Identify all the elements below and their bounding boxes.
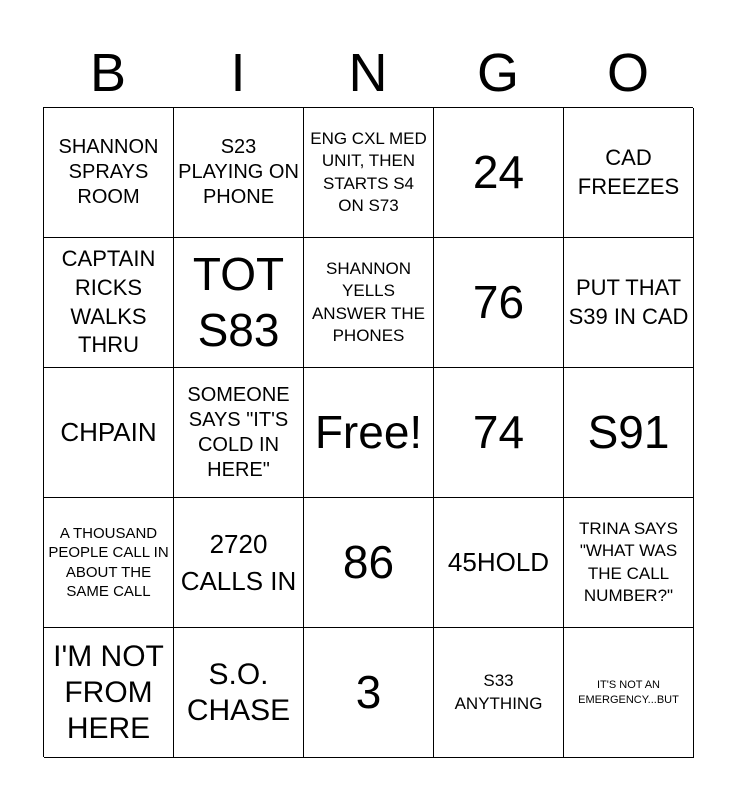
bingo-header (43, 38, 693, 108)
bingo-cell-r4-c3[interactable]: 86 (304, 498, 434, 628)
bingo-cell-r2-c1[interactable]: CAPTAIN RICKS WALKS THRU (44, 238, 174, 368)
header-letter-g: G (476, 43, 519, 103)
bingo-cell-free[interactable]: Free! (304, 368, 434, 498)
bingo-cell-r2-c4[interactable]: 76 (434, 238, 564, 368)
bingo-cell-r5-c4[interactable]: S33 ANYTHING (434, 628, 564, 758)
header-letter-b: B (89, 43, 127, 103)
bingo-cell-r5-c5[interactable]: IT'S NOT AN EMERGENCY...BUT (564, 628, 694, 758)
bingo-cell-r1-c5[interactable]: CAD FREEZES (564, 108, 694, 238)
bingo-cell-r1-c2[interactable]: S23 PLAYING ON PHONE (174, 108, 304, 238)
bingo-grid (43, 107, 693, 757)
header-letter-n: N (348, 43, 388, 103)
bingo-cell-r4-c4[interactable]: 45HOLD (434, 498, 564, 628)
bingo-cell-r3-c1[interactable]: CHPAIN (44, 368, 174, 498)
header-letter-i: I (230, 43, 246, 103)
bingo-cell-r1-c1[interactable]: SHANNON SPRAYS ROOM (44, 108, 174, 238)
bingo-cell-r4-c2[interactable]: 2720 CALLS IN (174, 498, 304, 628)
bingo-cell-r1-c4[interactable]: 24 (434, 108, 564, 238)
bingo-cell-r5-c3[interactable]: 3 (304, 628, 434, 758)
bingo-cell-r4-c5[interactable]: TRINA SAYS "WHAT WAS THE CALL NUMBER?" (564, 498, 694, 628)
bingo-cell-r2-c3[interactable]: SHANNON YELLS ANSWER THE PHONES (304, 238, 434, 368)
bingo-cell-r5-c2[interactable]: S.O. CHASE (174, 628, 304, 758)
bingo-cell-r4-c1[interactable]: A THOUSAND PEOPLE CALL IN ABOUT THE SAME CALL (44, 498, 174, 628)
bingo-cell-r2-c5[interactable]: PUT THAT S39 IN CAD (564, 238, 694, 368)
bingo-cell-r3-c2[interactable]: SOMEONE SAYS "IT'S COLD IN HERE" (174, 368, 304, 498)
bingo-cell-r3-c5[interactable]: S91 (564, 368, 694, 498)
bingo-cell-r5-c1[interactable]: I'M NOT FROM HERE (44, 628, 174, 758)
header-letter-o: O (606, 43, 649, 103)
bingo-cell-r2-c2[interactable]: TOT S83 (174, 238, 304, 368)
bingo-cell-r1-c3[interactable]: ENG CXL MED UNIT, THEN STARTS S4 ON S73 (304, 108, 434, 238)
bingo-cell-r3-c4[interactable]: 74 (434, 368, 564, 498)
